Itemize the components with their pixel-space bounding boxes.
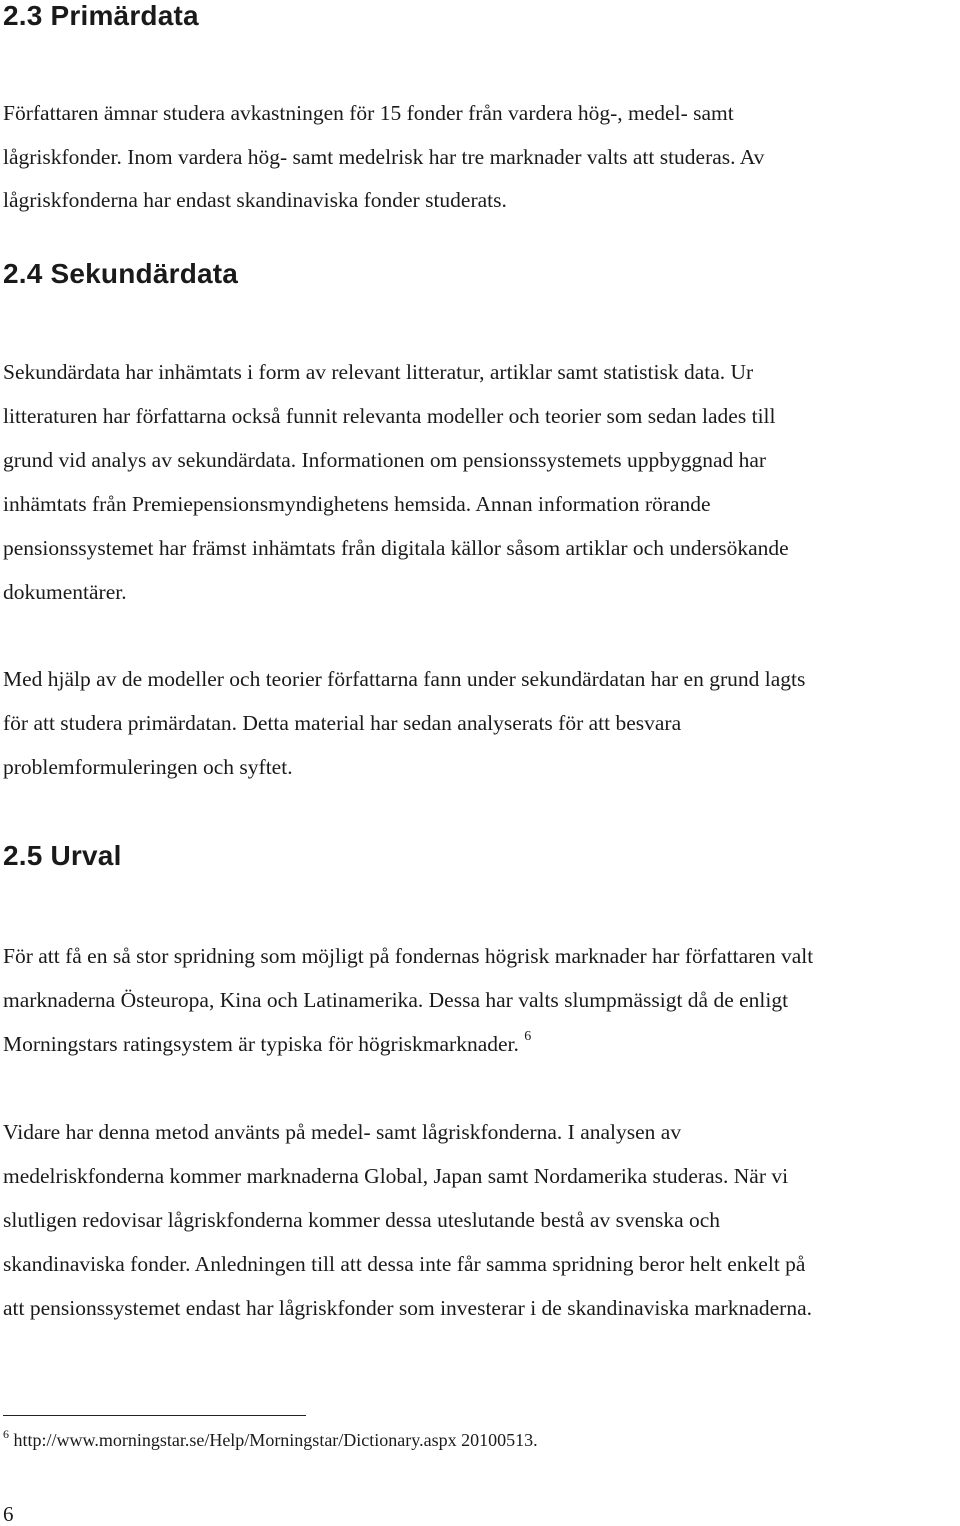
footnote-reference[interactable]: 6 — [524, 1029, 532, 1044]
text-line: medelriskfonderna kommer marknaderna Global, Japan samt Nordamerika studeras. När vi — [3, 1164, 789, 1188]
paragraph-sekundardata-1 — [3, 350, 960, 614]
section-heading-primardata: 2.3 Primärdata — [3, 0, 199, 31]
text-line: grund vid analys av sekundärdata. Informationen om pensionssystemets uppbyggnad har — [3, 448, 767, 472]
text-line: problemformuleringen och syftet. — [3, 755, 293, 779]
footnote-number: 6 — [3, 1427, 9, 1441]
text-line: att pensionssystemet endast har lågriskfonder som investerar i de skandinaviska marknaderna. — [3, 1296, 813, 1320]
text-line: dokumentärer. — [3, 580, 127, 604]
paragraph-urval-1 — [3, 934, 960, 1066]
text-line: Med hjälp av de modeller och teorier författarna fann under sekundärdatan har en grund lagts — [3, 667, 806, 691]
footnote-separator — [3, 1415, 306, 1416]
paragraph-sekundardata-2 — [3, 657, 960, 789]
text-line: Författaren ämnar studera avkastningen för 15 fonder från vardera hög-, medel- samt — [3, 101, 734, 125]
paragraph-urval-2 — [3, 1110, 960, 1330]
text-line: slutligen redovisar lågriskfonderna kommer dessa uteslutande bestå av svenska och — [3, 1208, 721, 1232]
text-segment: Morningstars ratingsystem är typiska för högriskmarknader. — [3, 1032, 519, 1056]
page-number: 6 — [3, 1502, 14, 1526]
text-line: inhämtats från Premiepensionsmyndighetens hemsida. Annan information rörande — [3, 492, 711, 516]
paragraph-primardata — [3, 92, 960, 223]
text-line: Sekundärdata har inhämtats i form av relevant litteratur, artiklar samt statistisk data. Ur — [3, 360, 754, 384]
text-line-with-footnote — [3, 1022, 960, 1066]
text-line: skandinaviska fonder. Anledningen till att dessa inte får samma spridning beror helt enkelt på — [3, 1252, 806, 1276]
footnote — [3, 1428, 538, 1452]
text-line: lågriskfonder. Inom vardera hög- samt medelrisk har tre marknader valts att studeras. Av — [3, 144, 765, 169]
footnote-text: http://www.morningstar.se/Help/Morningstar/Dictionary.aspx 20100513. — [9, 1430, 538, 1450]
section-heading-urval: 2.5 Urval — [3, 840, 122, 871]
text-line: Vidare har denna metod använts på medel- samt lågriskfonderna. I analysen av — [3, 1120, 682, 1144]
text-line: pensionssystemet har främst inhämtats från digitala källor såsom artiklar och undersökande — [3, 536, 789, 560]
text-line: För att få en så stor spridning som möjligt på fondernas högrisk marknader har författaren valt — [3, 944, 814, 968]
text-line: lågriskfonderna har endast skandinaviska fonder studerats. — [3, 188, 507, 212]
text-line: litteraturen har författarna också funnit relevanta modeller och teorier som sedan lades till — [3, 404, 776, 428]
text-line: marknaderna Östeuropa, Kina och Latinamerika. Dessa har valts slumpmässigt då de enligt — [3, 988, 789, 1012]
text-line: för att studera primärdatan. Detta material har sedan analyserats för att besvara — [3, 711, 682, 735]
section-heading-sekundardata: 2.4 Sekundärdata — [3, 258, 239, 289]
